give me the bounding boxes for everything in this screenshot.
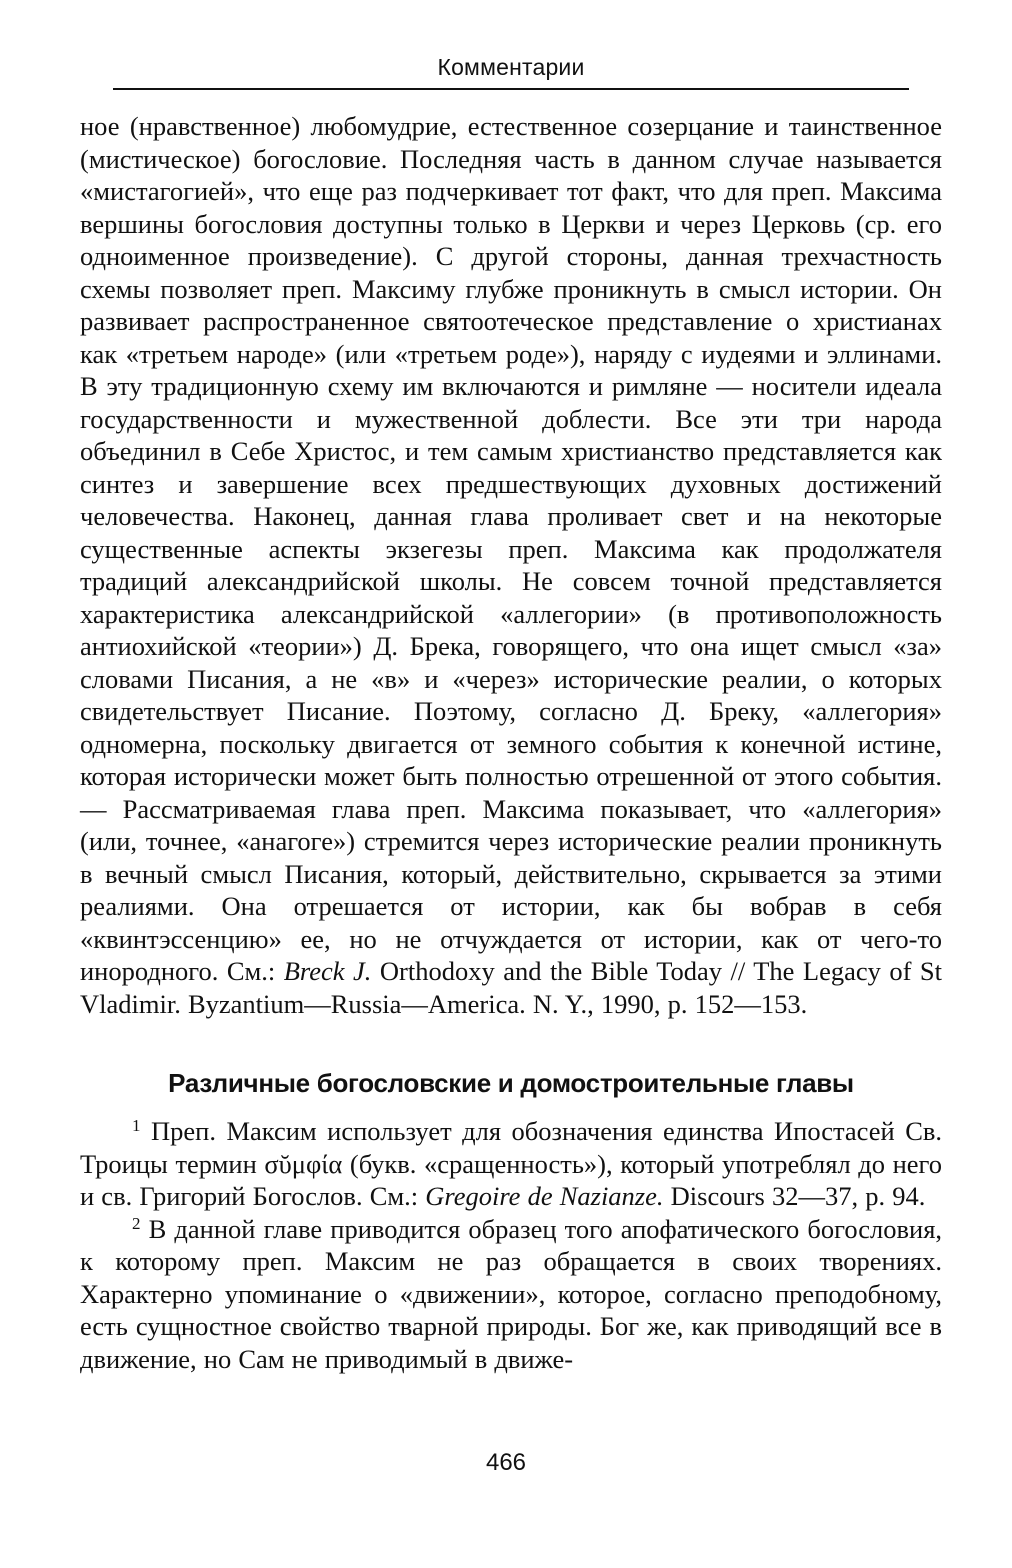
footnote-2-number: 2 bbox=[132, 1213, 141, 1233]
footnote-1-number: 1 bbox=[132, 1116, 141, 1136]
page-number: 466 bbox=[485, 1449, 527, 1476]
commentary-text: ное (нравственное) любомудрие, естественное созерцание и таинственное (мистическое) богословие. Последняя часть в данном случае называется «мистагогией», что еще раз подчеркивает тот факт, что для преп. Максима вершины богословия доступны только в Церкви и через Церковь (ср. его одноименное произведение). С другой стороны, данная трехчастность схемы позволяет преп. Максиму глубже проникнуть в смысл истории. Он развивает распространенное святоотеческое представление о христианах как «третьем народе» (или «третьем роде»), наряду с иудеями и эллинами. В эту традиционную схему им включаются и римляне — носители идеала государственности и мужественной доблести. Все эти три народа объединил в Себе Христос, и тем самым христианство представляется как синтез и завершение всех предшествующих духовных достижений человечества. Наконец, данная глава проливает свет и на некоторые существенные аспекты экзегезы преп. Максима как продолжателя традиций александрийской школы. Не совсем точной представляется характеристика александрийской «аллегории» (в противоположность антиохийской «теории») Д. Брека, говорящего, что она ищет смысл «за» словами Писания, а не «в» и «через» исторические реалии, о которых свидетельствует Писание. Поэтому, согласно Д. Бреку, «аллегория» одномерна, поскольку двигается от земного события к конечной истине, которая исторически может быть полностью отрешенной от этого события. — Рассматриваемая глава преп. Максима показывает, что «аллегория» (или, точнее, «анагоге») стремится через исторические реалии проникнуть в вечный смысл Писания, который, действительно, скрывается за этими реалиями. Она отрешается от истории, как бы вобрав в себя «квинтэссенцию» ее, но не отчуждается от истории, как от чего-то инородного. См.: bbox=[80, 111, 942, 986]
section-title: Различные богословские и домостроительные главы bbox=[168, 1068, 854, 1098]
book-page bbox=[80, 52, 942, 1552]
citation-text: Orthodoxy and the Bible Today // The Legacy of St Vladimir. Byzantium—Russia—America. N. Y., 1990, p. 152—153. bbox=[80, 956, 943, 1019]
commentary-paragraph bbox=[80, 110, 942, 1020]
footnote-1-text: Преп. Максим использует для обозначения единства Ипостасей Св. Троицы термин σῠμφία (букв. «сращенность»), который употреблял до него и св. Григорий Богослов. См.: bbox=[80, 1116, 943, 1211]
running-head: Комментарии bbox=[437, 54, 585, 80]
header-rule bbox=[113, 88, 909, 90]
footnote-2-text: В данной главе приводится образец того апофатического богословия, к которому преп. Максим не раз обращается в своих творениях. Характерно упоминание о «движении», которое, согласно преподобному, есть сущностное свойство тварной природы. Бог же, как приводящий все в движение, но Сам не приводимый в движе- bbox=[80, 1213, 943, 1374]
footnote-1 bbox=[80, 1115, 942, 1213]
citation-author: Breck J. bbox=[283, 956, 372, 986]
footnote-1-citation-author: Gregoire de Nazianze. bbox=[425, 1181, 664, 1211]
footnote-2 bbox=[80, 1213, 942, 1376]
footnote-1-citation: Discours 32—37, p. 94. bbox=[670, 1181, 926, 1211]
